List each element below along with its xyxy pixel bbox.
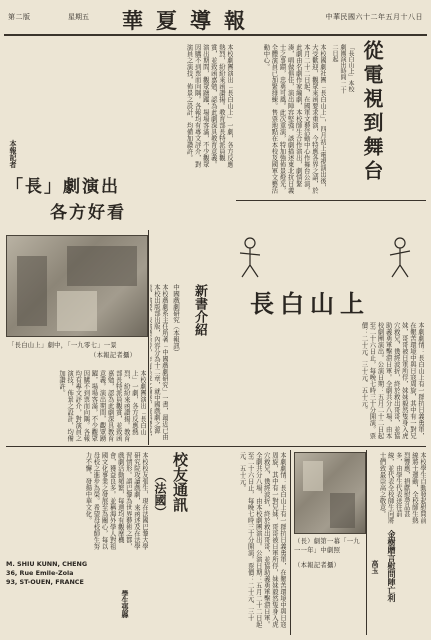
alumni-signature: 學生張縣 — [121, 590, 130, 618]
headline-long-show — [6, 174, 126, 226]
photo-right-caption: （長）劇第一幕「一九一一年」中劇照 — [294, 538, 360, 554]
changbai-body-cont: 本劇劇情：長白山上有一群抗日義勇軍，在艱苦環境中與日寇周旋，其中有一對兄妹，哥哥被日軍所俘，妹妹毅然隻身入虎穴救兄，幾經波折，終於救出哥哥，並協助義勇軍擊潰日軍。全劇共分八場，由本校劇團演出。公演日期：五月二十二日起至二十六日止，每晚七時三十分開演。票價：二十元、三十元、五十元。 — [238, 452, 286, 628]
page-number: 第二版 — [8, 13, 31, 21]
alumni-subtitle: （法國） — [153, 470, 167, 518]
headline-jin-shu: 金樹贈言慰問陣亡利 — [387, 530, 397, 602]
address-line1: M. SHIU KUNN, CHENG — [6, 560, 88, 568]
newspaper-title: 華夏導報 — [122, 8, 258, 33]
tv-stage-body: 本校國劇社團「長白山上」，四月初上電視演出後，大受歡迎，觀眾來函要求重演，今特應各界之請，於本月二十二日起，在國軍文藝活動中心作舞台公演。此劇由名劇作家編劇，本校師生合作演出，劇情緊湊，唱做俱佳，演出陣容堅強。該劇描述東北抗日義士之事蹟，忠勇可風。此次重演，特加強佈景燈光，全體演員已加緊排練。售票地點在本校及國軍文藝活動中心。 — [262, 44, 326, 194]
headline-new-book: 新書介紹 — [192, 284, 207, 336]
dancer-illustration — [230, 235, 420, 280]
weekday: 星期五 — [68, 13, 89, 21]
illustration-figures — [230, 235, 420, 280]
divider — [366, 450, 367, 635]
tv-stage-sidenote: 「長白山上」本校劇團演出時間 二十二日起 — [331, 44, 354, 94]
headline-changbai: 長白山上 — [250, 289, 370, 318]
changbai-body: 本劇劇情：長白山上有一群抗日義勇軍，在艱苦環境中與日寇周旋，其中有一對兄妹，哥哥被日軍所俘，妹妹毅然隻身入虎穴救兄，幾經波折，終於救出哥哥，並協助義勇軍擊潰日軍。全劇共分八場，由本校劇團演出。公演日期：五月二十二日起至二十六日止，每晚七時三十分開演。票價：二十元、三十元、五十元。 — [360, 322, 424, 439]
author-credit: 本報記者 — [9, 140, 18, 168]
new-book-subtitle: 中國戲劇研究（本報訊） — [172, 284, 180, 356]
divider — [236, 200, 426, 201]
new-book-body: 本校戲劇系主任所著「中國戲劇研究」一書，最近已由本校出版部出版，內容分為十二章，就中國戲劇之源 — [152, 284, 168, 440]
mailing-address — [6, 560, 116, 587]
stage-photo-left — [6, 235, 148, 337]
headline-alumni: 校友通訊 — [171, 452, 189, 512]
address-line3: 93, ST-OUEN, FRANCE — [6, 578, 84, 586]
divider — [148, 230, 149, 445]
address-line2: 36, Rue Emile-Zola — [6, 569, 74, 577]
headline-tv-to-stage: 從電視到舞台 — [360, 40, 384, 184]
long-show-body: 本校劇團演出「長白山上」一劇，各方反應熱烈，紛紛來函讚揚。教育部長特派員觀賞，並致函嘉勉，認為此劇深具教育意義。演出期間，觀眾踴躍，場場客滿，不少觀眾因購不到票而向隅。各報均有專文評介，對演員之演技，佈景之設計，均備加讚許。 — [185, 44, 233, 168]
jin-shu-body: 本校學生自動發起慰問前線將士運動，全校師生熱烈響應，捐獻慰勞品甚多，由學生代表送往前線，並代表全校師生向將士們致最崇高之敬意。 — [378, 452, 426, 524]
alumni-body: 本校校友張生，現在法國巴黎大學研究院攻讀戲劇，來函述及在法學習情形。謂巴黎為世界藝術之都，戲劇活動頻繁，每週均有觀摩機會，獲益良多。並稱海外學人對祖國文化事業之發展至為關心，每以母校之進步為榮。希望母校師生努力不懈，發揚中華文化。 — [84, 452, 148, 550]
divider — [6, 446, 426, 447]
photo-left-caption: 「長白山上」劇中，「一九零七」一景 — [8, 342, 117, 349]
photo-right-credit: （本報記者攝） — [294, 562, 341, 569]
headline-long-show-line1: 「長」劇演出 — [6, 177, 120, 197]
jin-shu-subhead: 高玉 — [371, 560, 380, 574]
masthead — [4, 4, 427, 36]
photo-left-credit: （本報記者攝） — [90, 352, 137, 359]
headline-long-show-line2: 各方好看 — [50, 203, 126, 223]
divider — [290, 450, 291, 635]
issue-date: 中華民國六十二年五月十八日 — [325, 13, 423, 21]
long-show-body-cont: 本校劇團演出「長白山上」一劇，各方反應熱烈，紛紛來函讚揚。教育部長特派員觀賞，並致函嘉勉，認為此劇深具教育意義。演出期間，觀眾踴躍，場場客滿，不少觀眾因購不到票而向隅。各報均有專文評介，對演員之演技，佈景之設計，均備加讚許。 — [58, 370, 146, 442]
stage-photo-right — [294, 452, 366, 534]
